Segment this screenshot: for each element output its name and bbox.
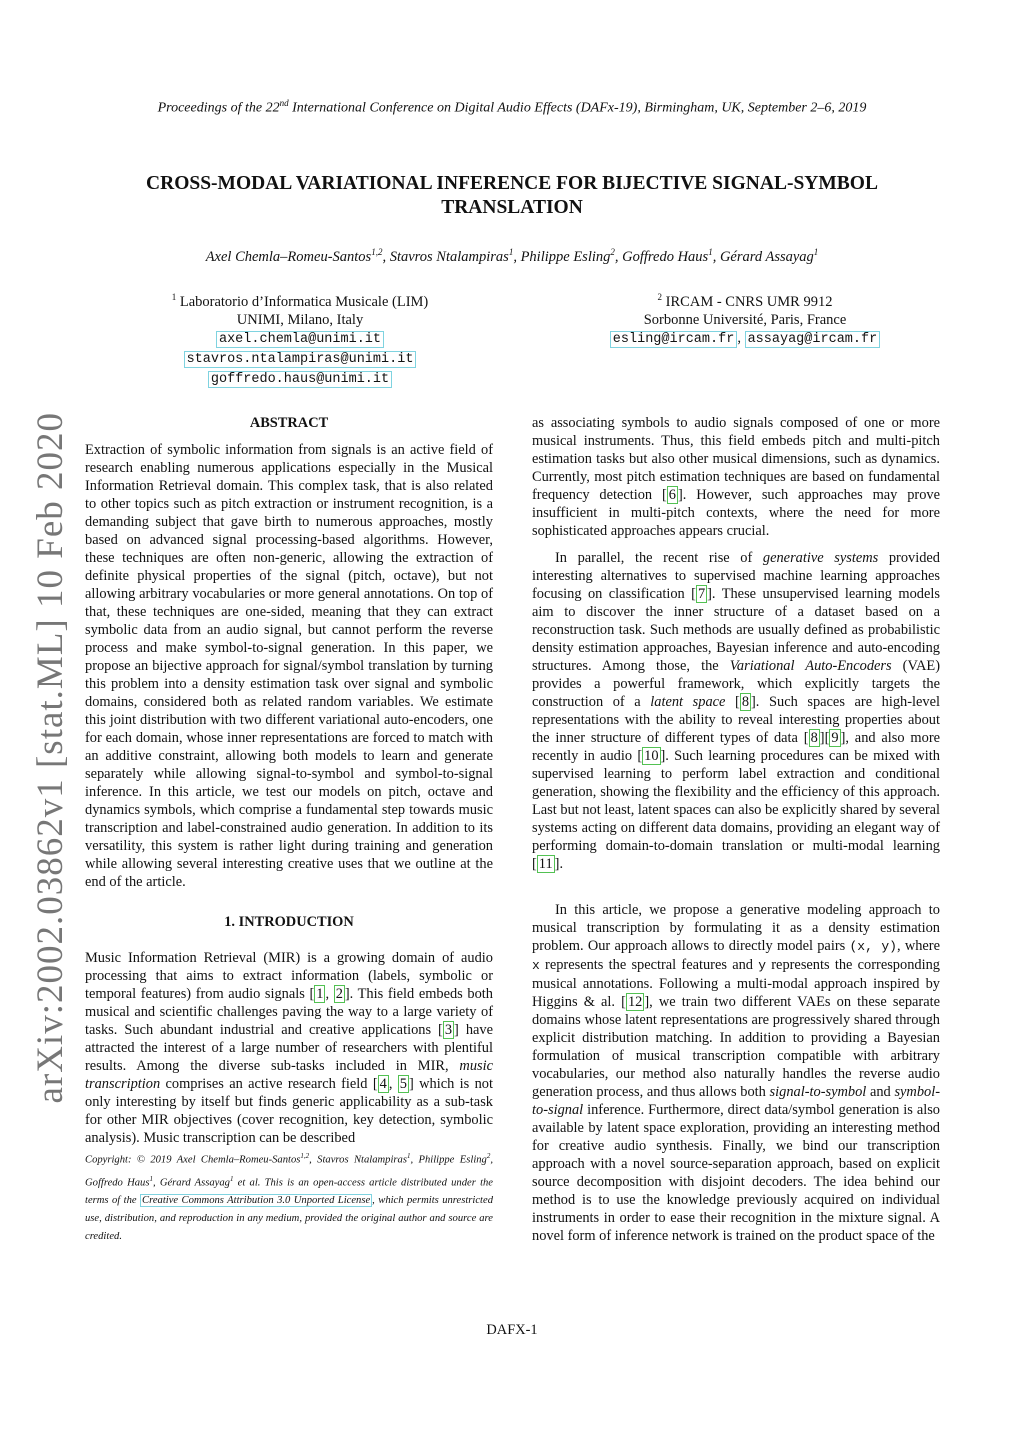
abstract-text: Extraction of symbolic information from signals is an active field of research enabling numerous applications especially in the Musical Information Retrieval domain. This complex task, that is also related to other topics such as pitch extraction or instrument recognition, is a demanding subject that gave birth to numerous approaches, mostly based on advanced signal processing-based algorithms. However, these techniques are often non-generic, allowing the extraction of definite physical properties of the signal (pitch, octave), but not allowing arbitrary vocabularies or more general annotations. On top of that, these techniques are one-sided, meaning that they can extract symbolic data from an audio signal, but cannot perform the reverse process and make symbol-to-signal generation. In this paper, we propose an bijective approach for signal/symbol translation by turning this problem into a density estimation task over signal and symbolic domains, considered both as related random variables. We estimate this joint distribution with two different variational auto-encoders, one for each domain, whose inner representations are forced to match with an additive constraint, allowing both models to learn and generate separately while allowing signal-to-symbol and symbol-to-signal inference. In this article, we test our models on pitch, octave and dynamics symbols, which comprise a fundamental step towards music transcription and label-constrained audio generation. In addition to its versatility, this system is rather light during training and generation while allowing several interesting creative uses that we outline at the end of the article. (85, 442, 493, 890)
right-column (532, 414, 940, 1245)
body-paragraph: In parallel, the recent rise of generative systems provided interesting alternatives to supervised machine learning approaches focusing on classification [ 7 ]. These unsupervised learning models aim to discover the inner structure of a dataset based on a reconstruction task. Such methods are usually defined as probabilistic density estimation approaches, Bayesian inference and auto-encoding structures. Among those, the Variational Auto-Encoders (VAE) provides a powerful framework, which explicitly targets the construction of a latent space [ 8 ]. Such spaces are high-level representations with the ability to reveal interesting properties about the inner structure of different types of data [ 8 ][ 9 ], and also more recently in audio [ 10 ]. Such learning procedures can be mixed with supervised learning to perform label extraction and conditional generation, showing the flexibility and the efficiency of this approach. Last but not least, latent spaces can also be explicitly shared by several systems acting on different data domains, providing an elegant way of performing domain-to-domain translation or multi-modal learning [ 11 ]. (532, 550, 941, 872)
citation-link[interactable]: 2 (335, 986, 343, 1002)
email-link[interactable]: goffredo.haus@unimi.it (208, 371, 392, 388)
author: Axel Chemla–Romeu-Santos (205, 248, 372, 265)
citation-link[interactable]: 1 (316, 986, 324, 1002)
abstract-heading: ABSTRACT (249, 415, 329, 431)
email-link[interactable]: stavros.ntalampiras@unimi.it (184, 351, 417, 368)
author: Goffredo Haus (622, 248, 709, 265)
affiliation-lim: $^1$ Laboratorio d’Informatica Musicale (LIM) UNIMI, Milano, Italy axel.chemla@unimi.it stavros.ntalampiras@unimi.it goffredo.haus@unimi.it (171, 292, 429, 387)
license-link[interactable]: Creative Commons Attribution 3.0 Unported License (142, 1195, 371, 1207)
body-paragraph: In this article, we propose a generative modeling approach to musical transcription by formulating it as a density estimation problem. Our approach allows to directly model pairs (x, y), where x represents the spectral features and y represents the corresponding musical annotations. Following a multi-modal approach inspired by Higgins & al. [ 12 ], we train two different VAEs on these separate domains whose latent representations are progressively shared through explicit distribution matching. In addition to providing a Bayesian formulation of musical transcription compatible with arbitrary vocabularies, our method also naturally handles the reverse audio generation process, and thus allows both signal-to-symbol and symbol-to-signal inference. Furthermore, direct data/symbol generation is also available by latent space exploration, providing an interesting method for creative audio synthesis. Finally, we bind our transcription approach with a novel source-separation approach, based on explicit source decomposition with disjoint decoders. The idea behind our method is to use the knowledge previously acquired on individual instruments in order to ease their recognition in the mixture signal. A novel form of inference network is trained on the product space of the (532, 902, 940, 1244)
author: Gérard Assayag (719, 248, 814, 265)
citation-link[interactable]: 11 (538, 856, 553, 872)
title-line-2: TRANSLATION (441, 197, 583, 218)
citation-link[interactable]: 10 (644, 748, 659, 764)
page-footer: DAFX-1 (486, 1322, 538, 1338)
citation-link[interactable]: 4 (379, 1076, 387, 1092)
arxiv-stamp (18, 408, 82, 1108)
citation-link[interactable]: 3 (444, 1022, 453, 1038)
author: Philippe Esling (520, 248, 611, 265)
paper-title (110, 172, 914, 220)
left-column (85, 414, 493, 1246)
citation-link[interactable]: 5 (399, 1076, 407, 1092)
intro-paragraph: Music Information Retrieval (MIR) is a growing domain of audio processing that aims to extract information (labels, symbolic or temporal features) from audio signals [ 1 , 2 ]. This field embeds both musical and scientific challenges paving the way to a large variety of tasks. Such abundant industrial and creative applications [ 3 ] have attracted the interest of a large number of researchers with plentiful results. Among the diverse sub-tasks included in MIR, music transcription comprises an active research field [ 4 , 5 ] which is not only interesting by itself but finds generic applicability as a sub-task for other MIR objectives (cover recognition, key detection, symbolic analysis). Music transcription can be described (85, 950, 493, 1146)
copyright-notice: Copyright: © 2019 Axel Chemla–Romeu-Santos$^{1,2}$, Stavros Ntalampiras$^1$, Philippe Esling$^2$, Goffredo Haus$^1$, Gérard Assayag$^1$ et al. This is an open-access article distributed under the terms of the Creative Commons Attribution 3.0 Unported License , which permits unrestricted use, distribution, and reproduction in any medium, provided the original author and source are credited. (85, 1152, 494, 1243)
citation-link[interactable]: 12 (627, 994, 643, 1010)
intro-heading: 1. INTRODUCTION (224, 914, 354, 930)
citation-link[interactable]: 7 (697, 586, 706, 602)
citation-link[interactable]: 8 (741, 694, 750, 710)
proceedings-header: Proceedings of the 22nd International Conference on Digital Audio Effects (DAFx-19), Birmingham, UK, September 2–6, 2019 (157, 98, 867, 116)
arxiv-id: arXiv:2002.03862v1 [stat.ML] 10 Feb 2020 (29, 412, 71, 1104)
author: Stavros Ntalampiras (389, 248, 509, 265)
citation-link[interactable]: 6 (668, 487, 676, 503)
citation-link[interactable]: 8 (810, 730, 818, 746)
citation-link[interactable]: 9 (831, 730, 839, 746)
email-link[interactable]: assayag@ircam.fr (745, 331, 881, 348)
email-link[interactable]: esling@ircam.fr (610, 331, 738, 348)
title-line-1: CROSS-MODAL VARIATIONAL INFERENCE FOR BIJECTIVE SIGNAL-SYMBOL (146, 173, 878, 194)
affiliation-ircam: $^2$ IRCAM - CNRS UMR 9912 Sorbonne Université, Paris, France esling@ircam.fr , assayag@ircam.fr (560, 288, 930, 349)
body-paragraph: as associating symbols to audio signals composed of one or more musical instruments. Thus, this field embeds pitch and multi-pitch estimation tasks but also other musical dimensions, such as dynamics. Currently, most pitch estimation techniques are based on fundamental frequency detection [ 6 ]. However, such approaches may prove insufficient in multi-pitch contexts, where the need for more sophisticated approaches appears crucial. (532, 415, 940, 539)
email-link[interactable]: axel.chemla@unimi.it (216, 331, 384, 348)
author-list: Axel Chemla–Romeu-Santos$^{1,2}$, Stavros Ntalampiras$^1$, Philippe Esling$^2$, Goffredo Haus$^1$, Gérard Assayag$^1$ (205, 247, 819, 265)
